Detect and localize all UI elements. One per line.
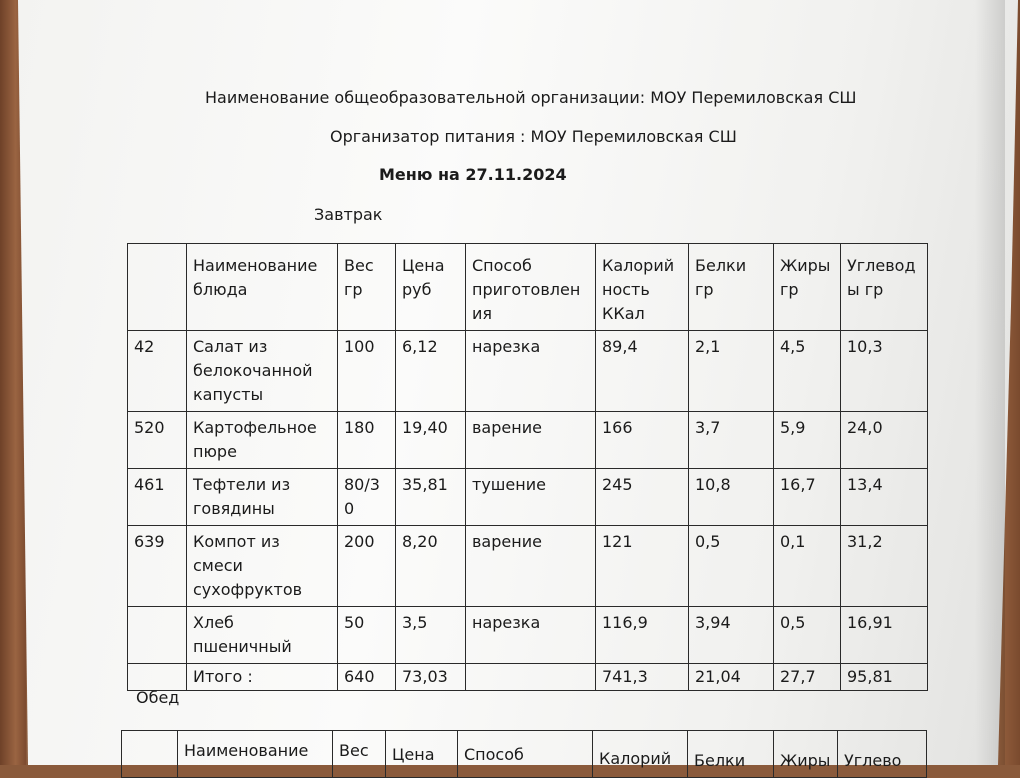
cell: 639: [128, 526, 187, 607]
cell: 10,8: [689, 469, 774, 526]
cell: Картофельное пюре: [187, 412, 338, 469]
table-row: [128, 526, 928, 607]
header-cell: Жиры гр: [774, 244, 841, 331]
header-cell: Калорийность ККал: [596, 244, 689, 331]
table-header-row: [122, 731, 927, 778]
header-cell: Калорий: [593, 731, 688, 778]
header-cell: Вес гр: [338, 244, 396, 331]
cell: 0,5: [689, 526, 774, 607]
cell: 461: [128, 469, 187, 526]
cell: 13,4: [841, 469, 928, 526]
cell: 6,12: [396, 331, 466, 412]
cell: 100: [338, 331, 396, 412]
header-cell: Способ приготовления: [466, 244, 596, 331]
cell: 89,4: [596, 331, 689, 412]
organizer-heading: Организатор питания : МОУ Перемиловская СШ: [330, 127, 737, 146]
cell: 520: [128, 412, 187, 469]
header-cell: Углеводы гр: [841, 244, 928, 331]
cell: 121: [596, 526, 689, 607]
cell: 31,2: [841, 526, 928, 607]
cell: 5,9: [774, 412, 841, 469]
total-row: [128, 664, 928, 691]
cell: 4,5: [774, 331, 841, 412]
cell: 3,7: [689, 412, 774, 469]
header-cell: Наименование блюда: [187, 244, 338, 331]
cell: 24,0: [841, 412, 928, 469]
header-cell: Жиры: [774, 731, 838, 778]
header-cell: Наименование: [178, 731, 333, 778]
cell: 180: [338, 412, 396, 469]
header-cell: Углево: [838, 731, 927, 778]
cell: 8,20: [396, 526, 466, 607]
table-row: [128, 607, 928, 664]
paper-shadow: [975, 0, 1005, 765]
organization-heading: Наименование общеобразовательной организации: МОУ Перемиловская СШ: [205, 88, 857, 107]
table-row: [128, 469, 928, 526]
cell: 0,1: [774, 526, 841, 607]
header-cell: Цена: [386, 731, 458, 778]
cell: Салат из белокочанной капусты: [187, 331, 338, 412]
header-cell: Белки: [688, 731, 774, 778]
lunch-table: [121, 730, 927, 778]
cell: нарезка: [466, 607, 596, 664]
header-cell: Способ: [458, 731, 593, 778]
header-cell: Белки гр: [689, 244, 774, 331]
cell: 116,9: [596, 607, 689, 664]
cell: 166: [596, 412, 689, 469]
cell: 2,1: [689, 331, 774, 412]
lunch-title: Обед: [136, 688, 180, 707]
cell: 80/30: [338, 469, 396, 526]
header-cell: [128, 244, 187, 331]
cell: 27,7: [774, 664, 841, 691]
cell: 640: [338, 664, 396, 691]
header-cell: Вес: [333, 731, 386, 778]
cell: 73,03: [396, 664, 466, 691]
cell: [128, 664, 187, 691]
cell: 245: [596, 469, 689, 526]
cell: 50: [338, 607, 396, 664]
cell: 42: [128, 331, 187, 412]
cell: 10,3: [841, 331, 928, 412]
breakfast-title: Завтрак: [314, 205, 383, 224]
cell: 16,91: [841, 607, 928, 664]
cell: 741,3: [596, 664, 689, 691]
header-cell: [122, 731, 178, 778]
cell: 200: [338, 526, 396, 607]
total-label: Итого :: [187, 664, 338, 691]
cell: Хлеб пшеничный: [187, 607, 338, 664]
cell: 95,81: [841, 664, 928, 691]
cell: 35,81: [396, 469, 466, 526]
cell: 19,40: [396, 412, 466, 469]
table-row: [128, 331, 928, 412]
cell: 21,04: [689, 664, 774, 691]
cell: [466, 664, 596, 691]
cell: Компот из смеси сухофруктов: [187, 526, 338, 607]
cell: варение: [466, 526, 596, 607]
header-cell: Цена руб: [396, 244, 466, 331]
cell: 3,5: [396, 607, 466, 664]
cell: 0,5: [774, 607, 841, 664]
cell: тушение: [466, 469, 596, 526]
cell: нарезка: [466, 331, 596, 412]
cell: варение: [466, 412, 596, 469]
table-header-row: [128, 244, 928, 331]
cell: 3,94: [689, 607, 774, 664]
cell: [128, 607, 187, 664]
cell: 16,7: [774, 469, 841, 526]
cell: Тефтели из говядины: [187, 469, 338, 526]
breakfast-table: [127, 243, 928, 691]
table-row: [128, 412, 928, 469]
menu-title: Меню на 27.11.2024: [379, 165, 567, 184]
